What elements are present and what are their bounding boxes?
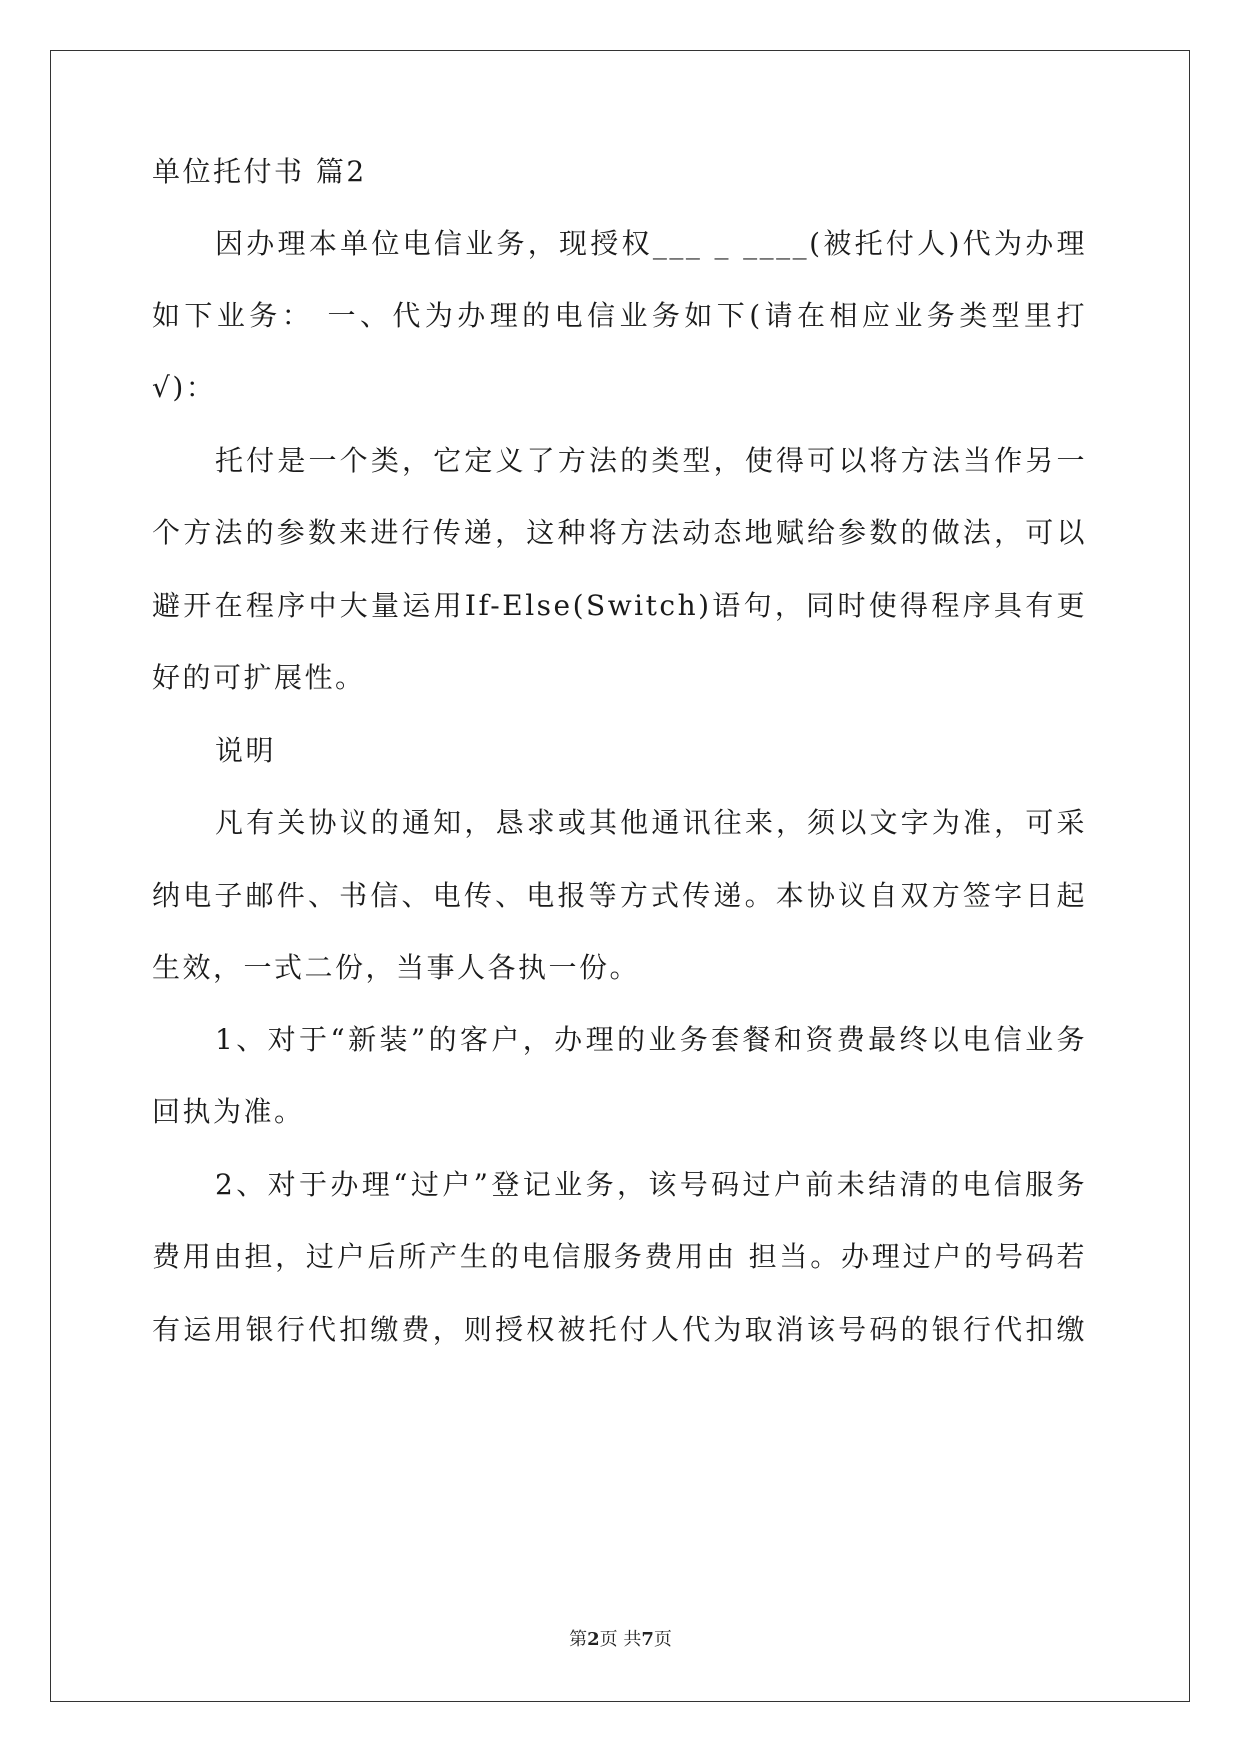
paragraph-line: 生效，一式二份，当事人各执一份。 (152, 951, 641, 984)
footer-prefix: 第 (569, 1629, 588, 1650)
paragraph-line: 纳电子邮件、书信、电传、电报等方式传递。本协议自双方签字日起 (152, 879, 1087, 912)
page-footer (0, 1628, 1241, 1652)
paragraph-line: 如下业务： 一、代为办理的电信业务如下(请在相应业务类型里打 (152, 299, 1087, 332)
paragraph-line: 托付是一个类，它定义了方法的类型，使得可以将方法当作另一 (215, 444, 1087, 477)
paragraph-line: 2、对于办理“过户”登记业务，该号码过户前未结清的电信服务 (215, 1168, 1087, 1201)
paragraph-line: 费用由担，过户后所产生的电信服务费用由 担当。办理过户的号码若 (152, 1240, 1087, 1273)
paragraph-line: √)： (152, 371, 217, 404)
paragraph-line: 1、对于“新装”的客户，办理的业务套餐和资费最终以电信业务 (215, 1023, 1087, 1056)
footer-suffix: 页 (653, 1629, 672, 1650)
paragraph-line: 凡有关协议的通知，恳求或其他通讯往来，须以文字为准，可采 (215, 806, 1087, 839)
subheading: 说明 (215, 734, 277, 767)
total-pages-number: 7 (641, 1629, 654, 1650)
paragraph-line: 好的可扩展性。 (152, 661, 366, 694)
section-heading: 单位托付书 篇2 (152, 155, 367, 188)
current-page-number: 2 (587, 1629, 600, 1650)
paragraph-line: 因办理本单位电信业务，现授权___ _ ____(被托付人)代为办理 (215, 227, 1087, 260)
paragraph-line: 有运用银行代扣缴费，则授权被托付人代为取消该号码的银行代扣缴 (152, 1313, 1087, 1346)
paragraph-line: 避开在程序中大量运用If-Else(Switch)语句，同时使得程序具有更 (152, 589, 1087, 622)
paragraph-line: 个方法的参数来进行传递，这种将方法动态地赋给参数的做法，可以 (152, 516, 1087, 549)
paragraph-line: 回执为准。 (152, 1095, 305, 1128)
footer-middle: 页 共 (599, 1629, 642, 1650)
